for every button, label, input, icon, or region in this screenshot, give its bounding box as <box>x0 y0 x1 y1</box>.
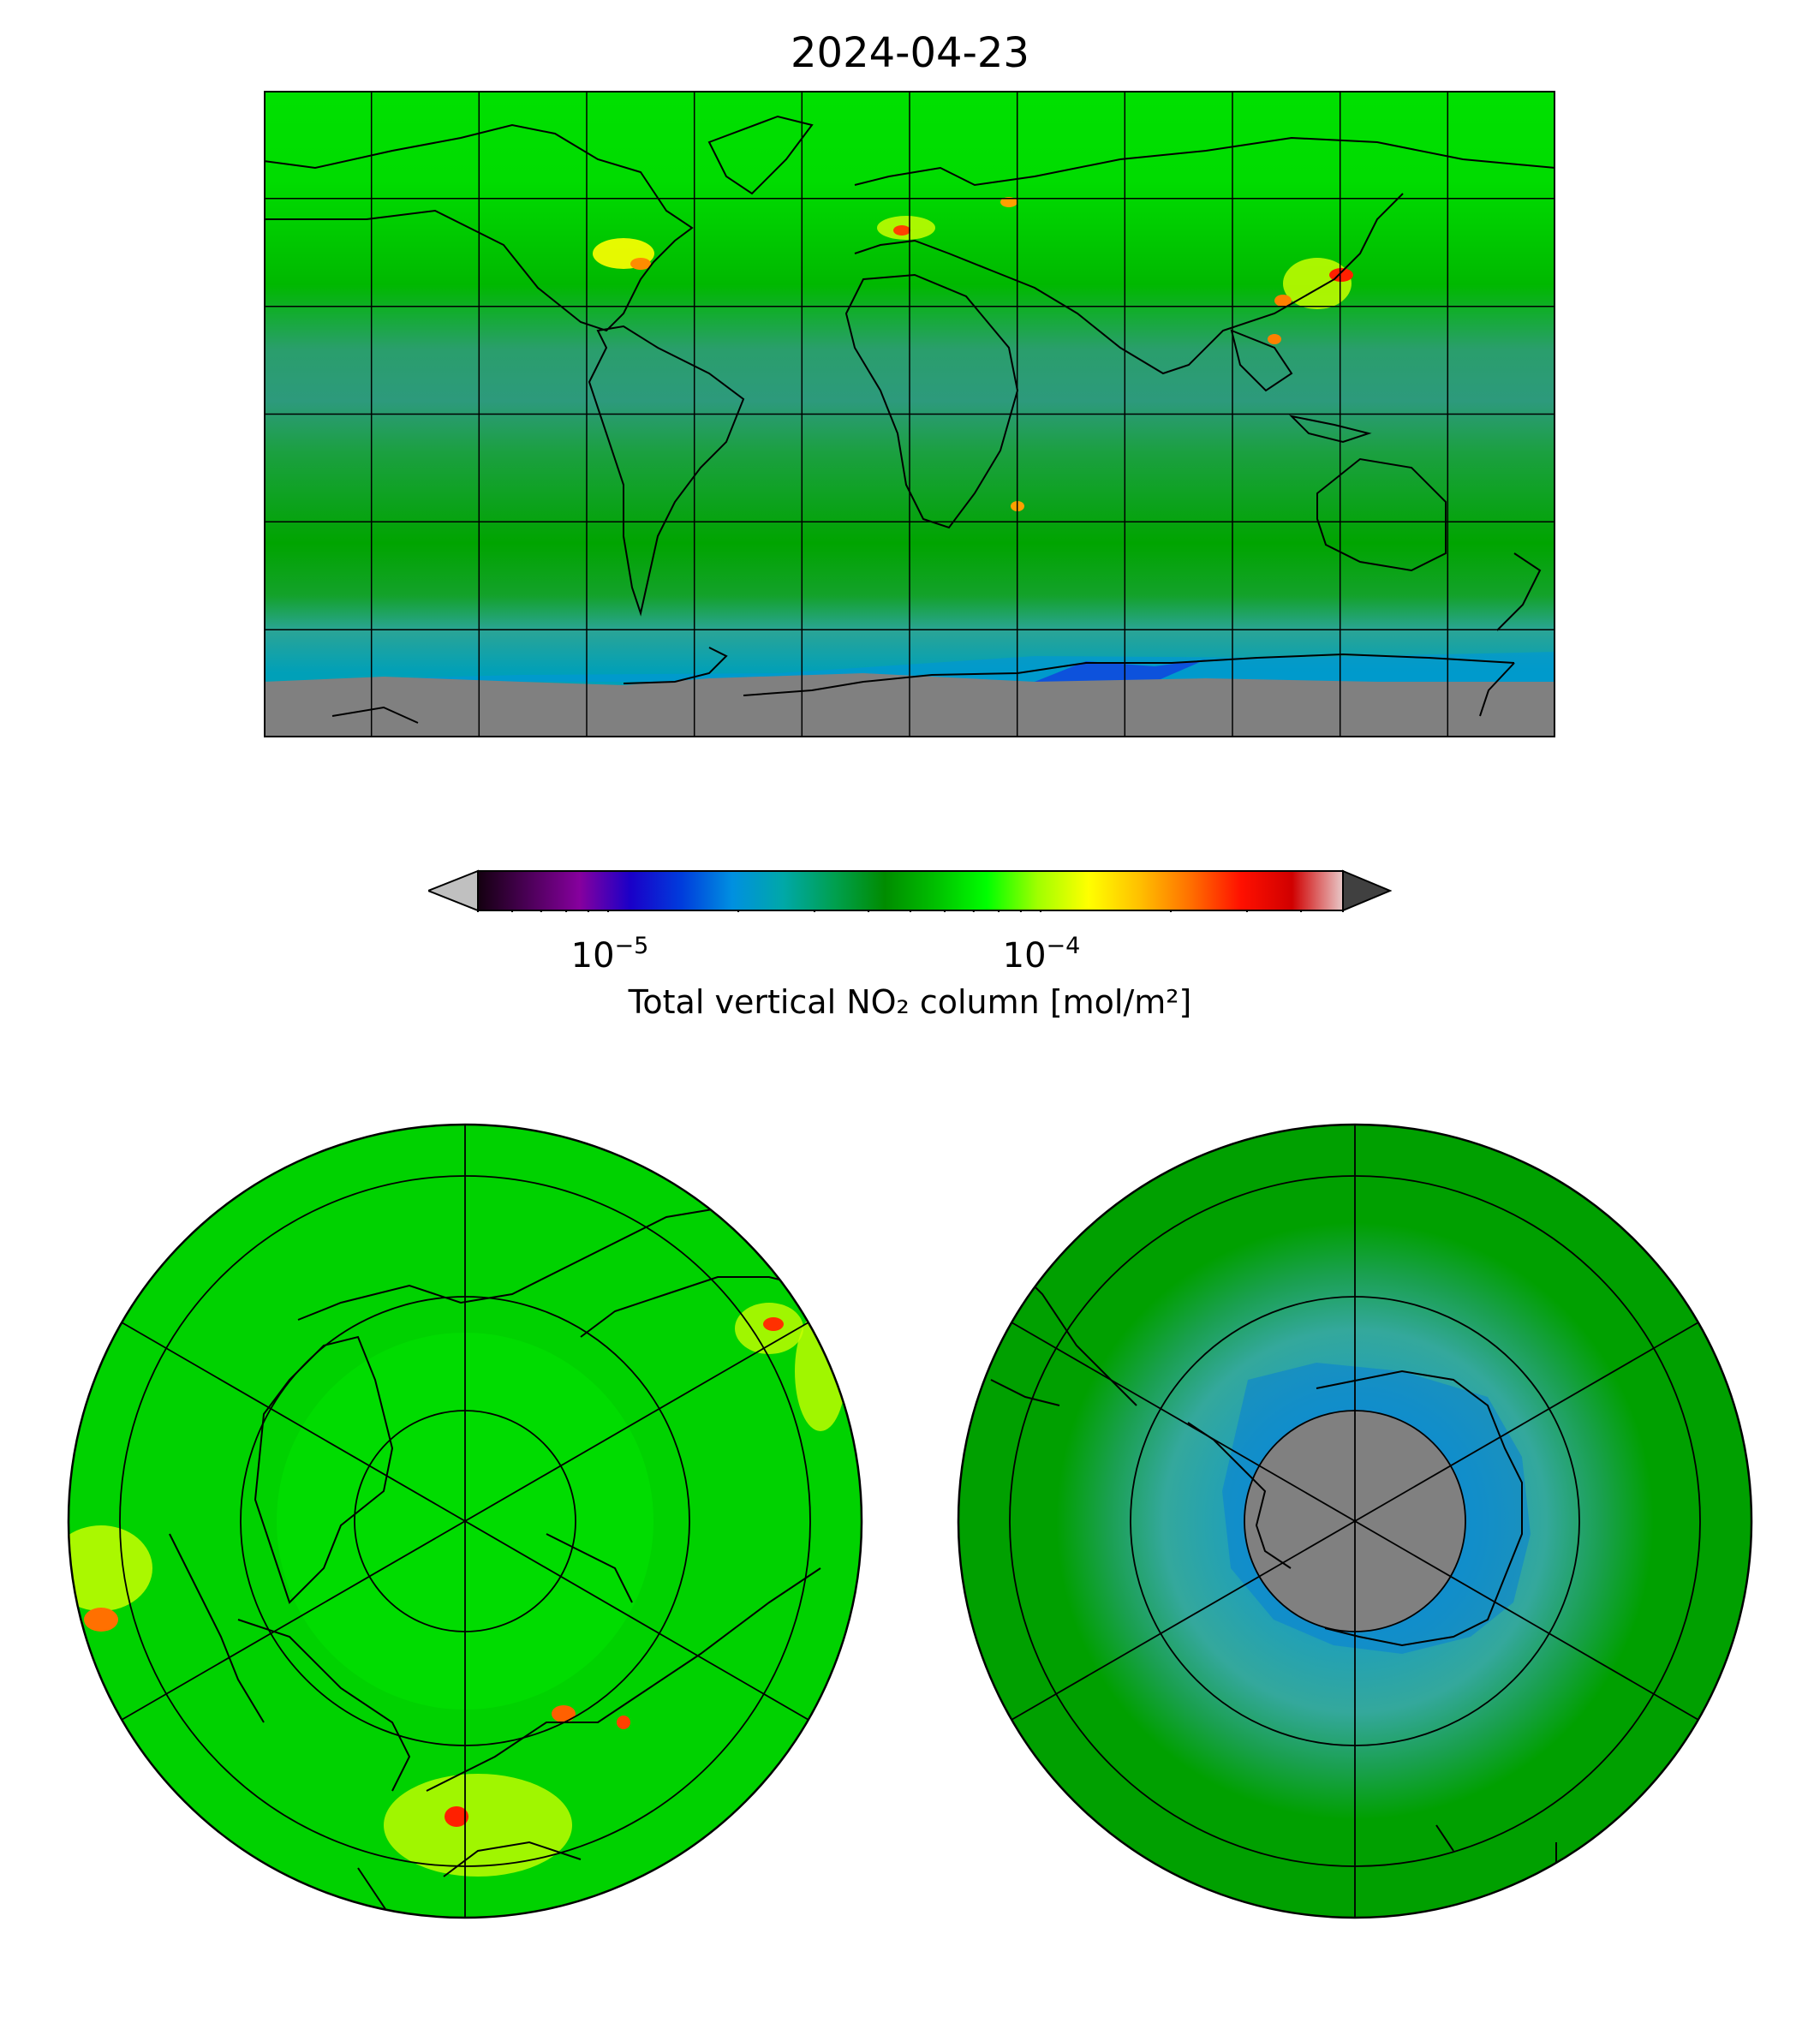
south-polar-map <box>957 1123 1753 1919</box>
colorbar <box>428 869 1392 912</box>
north-polar-map <box>67 1123 863 1919</box>
colorbar-gradient <box>478 871 1343 910</box>
figure-title: 2024-04-23 <box>791 29 1029 77</box>
colorbar-label: Total vertical NO₂ column [mol/m²] <box>628 983 1192 1021</box>
colorbar-under-extension <box>428 871 478 910</box>
colorbar-over-extension <box>1343 871 1390 910</box>
colorbar-tick-label-1e-5: $10^{-5}$ <box>570 933 649 976</box>
colorbar-tick-label-1e-4: $10^{-4}$ <box>1002 933 1081 976</box>
world-map <box>264 91 1555 737</box>
